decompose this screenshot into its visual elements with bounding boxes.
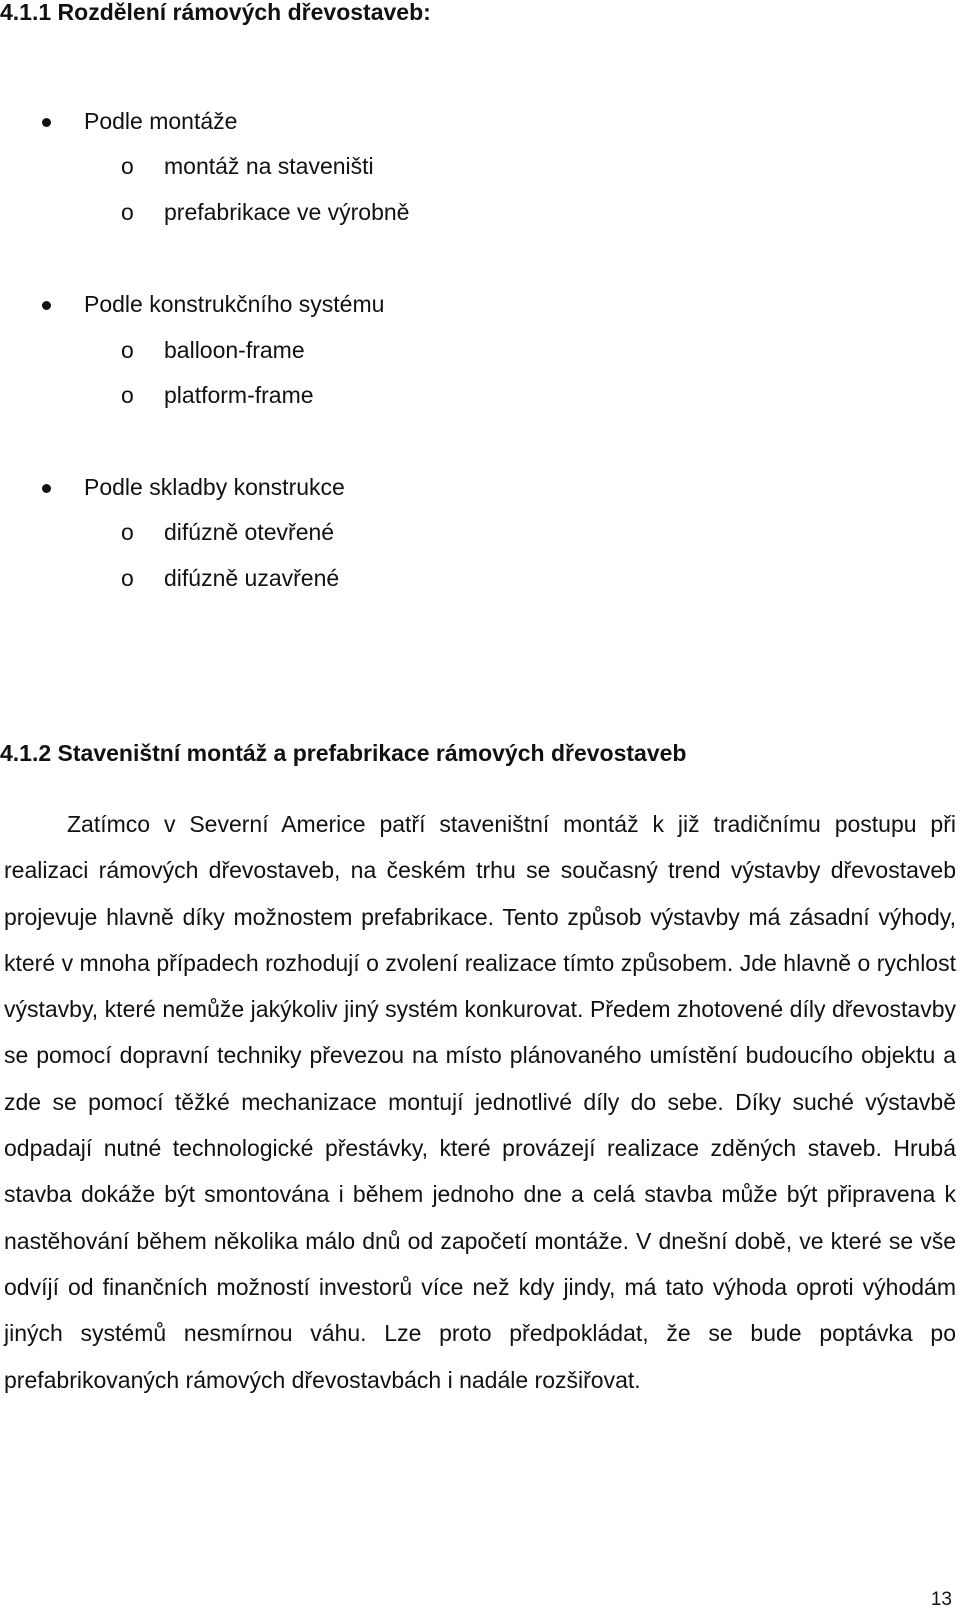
sub-item-label: prefabrikace ve výrobně xyxy=(164,199,410,225)
sub-item-label: platform-frame xyxy=(164,382,314,408)
sub-bullet-marker: o xyxy=(121,519,134,545)
sub-bullet-marker: o xyxy=(121,199,134,225)
bullet-icon xyxy=(42,118,51,127)
section-heading-4-1-1: 4.1.1 Rozdělení rámových dřevostaveb: xyxy=(0,0,431,25)
body-paragraph: Zatímco v Severní Americe patří staveništní montáž k již tradičnímu postupu při realizaci rámových dřevostaveb, na českém trhu se současný trend výstavby dřevostaveb projevuje hlavně díky možnostem prefabrikace. Tento způsob výstavby má zásadní výhody, které v mnoha případech rozhodují o zvolení realizace tímto způsobem. Jde hlavně o rychlost výstavby, které nemůže jakýkoliv jiný systém konkurovat. Předem zhotovené díly dřevostavby se pomocí dopravní techniky převezou na místo plánovaného umístění budoucího objektu a zde se pomocí těžké mechanizace montují jednotlivé díly do sebe. Díky suché výstavbě odpadají nutné technologické přestávky, které provázejí realizace zděných staveb. Hrubá stavba dokáže být smontována i během jednoho dne a celá stavba může být připravena k nastěhování během několika málo dnů od započetí montáže. V dnešní době, ve které se vše odvíjí od finančních možností investorů více než kdy jindy, má tato výhoda oproti výhodám jiných systémů nesmírnou váhu. Lze proto předpokládat, že se bude poptávka po prefabrikovaných rámových dřevostavbách i nadále rozšiřovat. xyxy=(4,811,956,1393)
bullet-icon xyxy=(42,301,51,310)
sub-bullet-marker: o xyxy=(121,337,134,363)
sub-bullet-marker: o xyxy=(121,565,134,591)
bullet-item-label: Podle montáže xyxy=(84,108,238,134)
sub-item-label: montáž na staveništi xyxy=(164,153,374,179)
bullet-item-label: Podle konstrukčního systému xyxy=(84,291,385,317)
bullet-icon xyxy=(42,484,51,493)
sub-item-label: difúzně uzavřené xyxy=(164,565,340,591)
section-heading-4-1-2: 4.1.2 Staveništní montáž a prefabrikace rámových dřevostaveb xyxy=(0,740,687,766)
sub-bullet-marker: o xyxy=(121,382,134,408)
page-number: 13 xyxy=(930,1589,952,1610)
sub-item-label: difúzně otevřené xyxy=(164,519,335,545)
sub-item-label: balloon-frame xyxy=(164,337,305,363)
bullet-item-label: Podle skladby konstrukce xyxy=(84,474,345,500)
sub-bullet-marker: o xyxy=(121,153,134,179)
